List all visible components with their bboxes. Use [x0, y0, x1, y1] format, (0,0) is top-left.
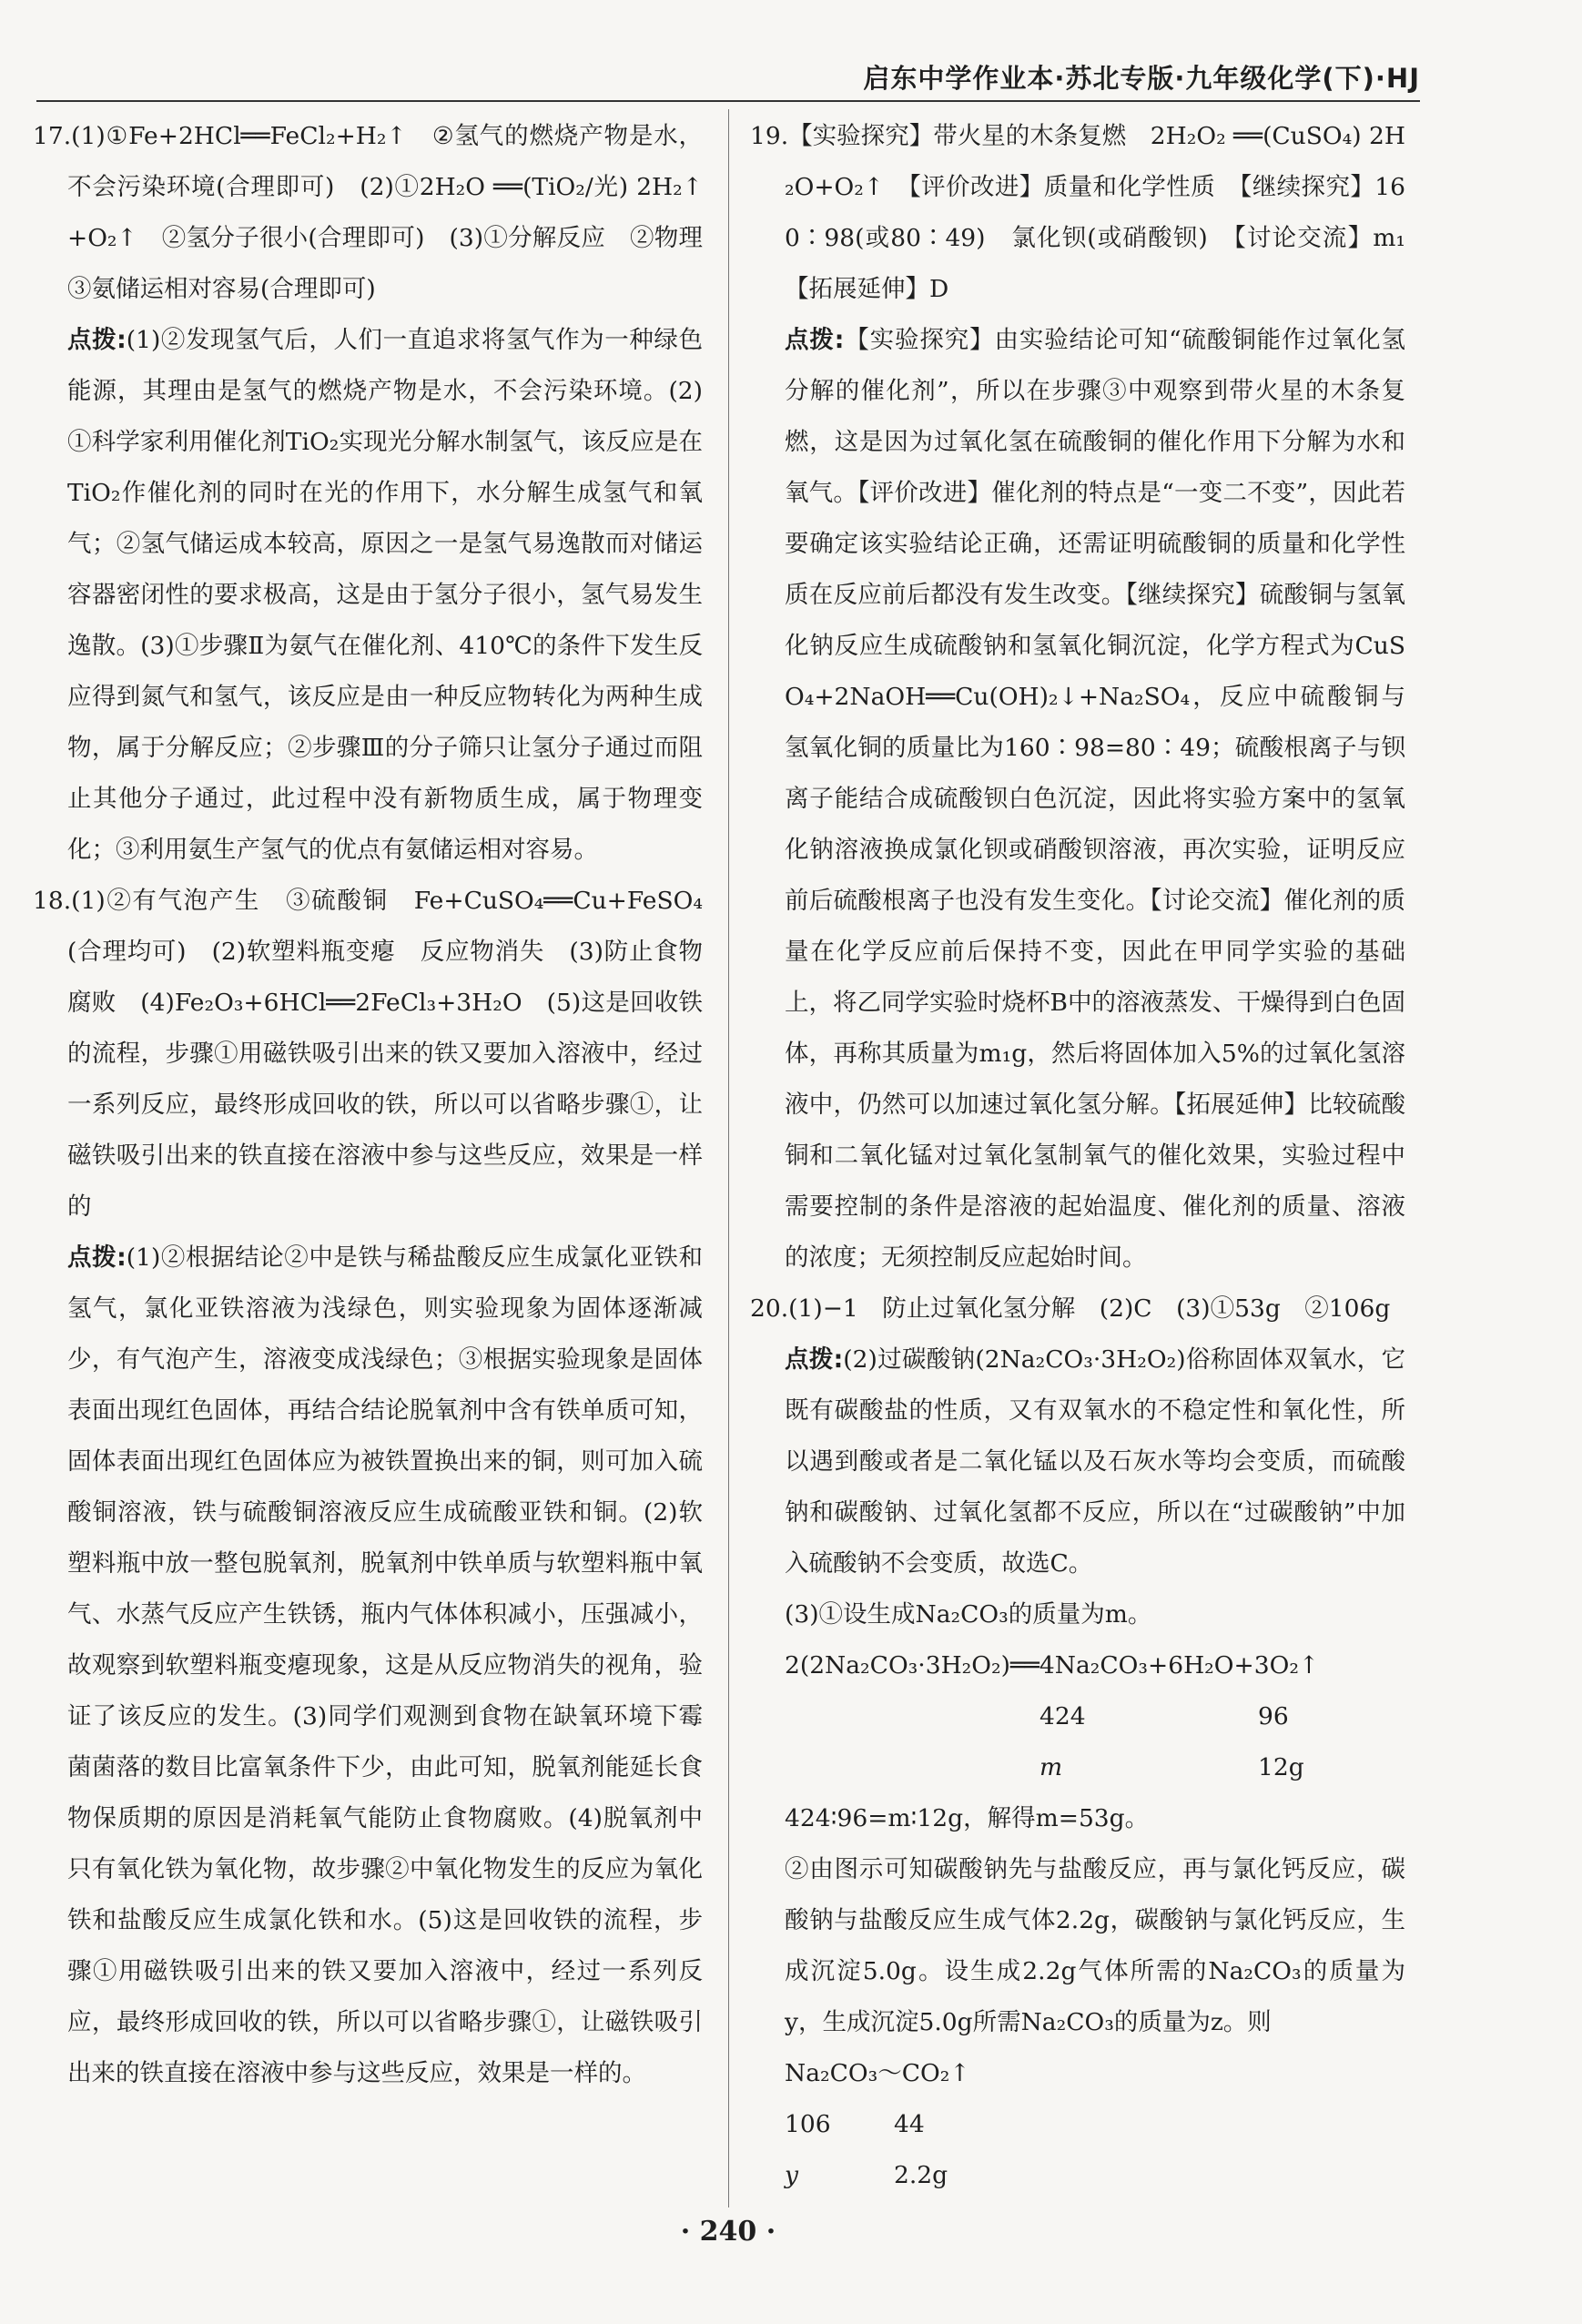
mass-value: 44 — [894, 2110, 925, 2138]
ratio-1: 424∶96=m∶12g，解得m=53g。 — [785, 1804, 1150, 1832]
calc-step-1: (3)①设生成Na₂CO₃的质量为m。 — [785, 1600, 1152, 1629]
mass-value: 96 — [1258, 1702, 1289, 1730]
unknown-value: 2.2g — [894, 2161, 948, 2189]
header-divider — [36, 100, 1420, 102]
tip-label: 点拨: — [785, 326, 845, 354]
answer-text: (1)−1 防止过氧化氢分解 (2)C (3)①53g ②106g — [788, 1294, 1391, 1323]
unknown-value: y — [785, 2161, 798, 2189]
mass-value: 106 — [785, 2110, 831, 2138]
equation-1: 2(2Na₂CO₃·3H₂O₂)══4Na₂CO₃+6H₂O+3O₂↑ — [785, 1651, 1320, 1680]
explanation-18 — [33, 1233, 703, 2099]
page-number: · 240 · — [680, 2216, 776, 2248]
unknown-value: 12g — [1258, 1753, 1304, 1781]
question-number: 18. — [33, 887, 72, 915]
question-number: 19. — [750, 122, 789, 150]
tip-label: 点拨: — [67, 326, 127, 354]
tip-text: (2)过碳酸钠(2Na₂CO₃·3H₂O₂)俗称固体双氧水，它既有碳酸盐的性质，又有双氧水的不稳定性和氧化性，所以遇到酸或者是二氧化锰以及石灰水等均会变质，而硫酸钠和碳酸钠、过氧化氢都不反应，所以在“过碳酸钠”中加入硫酸钠不会变质，故选C。 — [785, 1345, 1405, 1578]
calc-step-2: ②由图示可知碳酸钠先与盐酸反应，再与氯化钙反应，碳酸钠与盐酸反应生成气体2.2g，碳酸钠与氯化钙反应，生成沉淀5.0g。设生成2.2g气体所需的Na₂CO₃的质量为y，生成沉淀5.0g所需Na₂CO₃的质量为z。则 — [785, 1855, 1405, 2036]
equation-2-unknowns — [750, 2150, 1405, 2201]
explanation-20 — [750, 1335, 1405, 1589]
unknown-value: m — [1039, 1753, 1063, 1781]
left-column — [33, 111, 727, 2099]
answer-text: (1)①Fe+2HCl══FeCl₂+H₂↑ ②氢气的燃烧产物是水，不会污染环境(合理即可) (2)①2H₂O ══(TiO₂/光) 2H₂↑+O₂↑ ②氢分子很小(合理即可) (3)①分解反应 ②物理 ③氨储运相对容易(合理即可) — [67, 122, 727, 303]
mass-value: 424 — [1039, 1702, 1086, 1730]
right-column — [750, 111, 1430, 2201]
question-19 — [750, 111, 1430, 315]
question-number: 17. — [33, 122, 72, 150]
tip-text: (1)②根据结论②中是铁与稀盐酸反应生成氯化亚铁和氢气，氯化亚铁溶液为浅绿色，则实验现象为固体逐渐减少，有气泡产生，溶液变成浅绿色；③根据实验现象是固体表面出现红色固体，再结合结论脱氧剂中含有铁单质可知，固体表面出现红色固体应为被铁置换出来的铜，则可加入硫酸铜溶液，铁与硫酸铜溶液反应生成硫酸亚铁和铜。(2)软塑料瓶中放一整包脱氧剂，脱氧剂中铁单质与软塑料瓶中氧气、水蒸气反应产生铁锈，瓶内气体体积减小，压强减小，故观察到软塑料瓶变瘪现象，这是从反应物消失的视角，验证了该反应的发生。(3)同学们观测到食物在缺氧环境下霉菌菌落的数目比富氧条件下少，由此可知，脱氧剂能延长食物保质期的原因是消耗氧气能防止食物腐败。(4)脱氧剂中只有氧化铁为氧化物，故步骤②中氧化物发生的反应为氧化铁和盐酸反应生成氯化铁和水。(5)这是回收铁的流程，步骤①用磁铁吸引出来的铁又要加入溶液中，经过一系列反应，最终形成回收的铁，所以可以省略步骤①，让磁铁吸引出来的铁直接在溶液中参与这些反应，效果是一样的。 — [67, 1243, 703, 2087]
column-divider — [728, 109, 729, 2207]
equation-1-masses — [750, 1691, 1405, 1742]
explanation-19 — [750, 315, 1405, 1284]
answer-text: (1)②有气泡产生 ③硫酸铜 Fe+CuSO₄══Cu+FeSO₄(合理均可) (2)软塑料瓶变瘪 反应物消失 (3)防止食物腐败 (4)Fe₂O₃+6HCl══2FeCl₃+3H₂O (5)这是回收铁的流程，步骤①用磁铁吸引出来的铁又要加入溶液中，经过一系列反应，最终形成回收的铁，所以可以省略步骤①，让磁铁吸引出来的铁直接在溶液中参与这些反应，效果是一样的 — [67, 887, 703, 1221]
tip-label: 点拨: — [67, 1243, 127, 1272]
answer-text: 【实验探究】带火星的木条复燃 2H₂O₂ ══(CuSO₄) 2H₂O+O₂↑ 【评价改进】质量和化学性质 【继续探究】160∶98(或80∶49) 氯化钡(或硝酸钡) 【讨论交流】m₁ 【拓展延伸】D — [785, 122, 1430, 303]
explanation-17 — [33, 315, 703, 876]
tip-label: 点拨: — [785, 1345, 844, 1374]
equation-1-unknowns — [750, 1742, 1405, 1793]
question-18 — [33, 876, 703, 1233]
equation-2: Na₂CO₃～CO₂↑ — [785, 2059, 970, 2087]
running-header: 启东中学作业本·苏北专版·九年级化学(下)·HJ — [863, 63, 1420, 94]
equation-2-masses — [750, 2099, 1405, 2150]
tip-text: 【实验探究】由实验结论可知“硫酸铜能作过氧化氢分解的催化剂”，所以在步骤③中观察到带火星的木条复燃，这是因为过氧化氢在硫酸铜的催化作用下分解为水和氧气。【评价改进】催化剂的特点是“一变二不变”，因此若要确定该实验结论正确，还需证明硫酸铜的质量和化学性质在反应前后都没有发生改变。【继续探究】硫酸铜与氢氧化钠反应生成硫酸钠和氢氧化铜沉淀，化学方程式为CuSO₄+2NaOH══Cu(OH)₂↓+Na₂SO₄，反应中硫酸铜与氢氧化铜的质量比为160∶98=80∶49；硫酸根离子与钡离子能结合成硫酸钡白色沉淀，因此将实验方案中的氢氧化钠溶液换成氯化钡或硝酸钡溶液，再次实验，证明反应前后硫酸根离子也没有发生变化。【讨论交流】催化剂的质量在化学反应前后保持不变，因此在甲同学实验的基础上，将乙同学实验时烧杯B中的溶液蒸发、干燥得到白色固体，再称其质量为m₁g，然后将固体加入5%的过氧化氢溶液中，仍然可以加速过氧化氢分解。【拓展延伸】比较硫酸铜和二氧化锰对过氧化氢制氧气的催化效果，实验过程中需要控制的条件是溶液的起始温度、催化剂的质量、溶液的浓度；无须控制反应起始时间。 — [785, 326, 1405, 1272]
question-number: 20. — [750, 1294, 789, 1323]
tip-text: (1)②发现氢气后，人们一直追求将氢气作为一种绿色能源，其理由是氢气的燃烧产物是水，不会污染环境。(2)①科学家利用催化剂TiO₂实现光分解水制氢气，该反应是在TiO₂作催化剂的同时在光的作用下，水分解生成氢气和氧气；②氢气储运成本较高，原因之一是氢气易逸散而对储运容器密闭性的要求极高，这是由于氢分子很小，氢气易发生逸散。(3)①步骤Ⅱ为氨气在催化剂、410℃的条件下发生反应得到氮气和氢气，该反应是由一种反应物转化为两种生成物，属于分解反应；②步骤Ⅲ的分子筛只让氢分子通过而阻止其他分子通过，此过程中没有新物质生成，属于物理变化；③利用氨生产氢气的优点有氨储运相对容易。 — [67, 326, 703, 864]
question-17 — [33, 111, 727, 315]
question-20 — [750, 1284, 1405, 1335]
